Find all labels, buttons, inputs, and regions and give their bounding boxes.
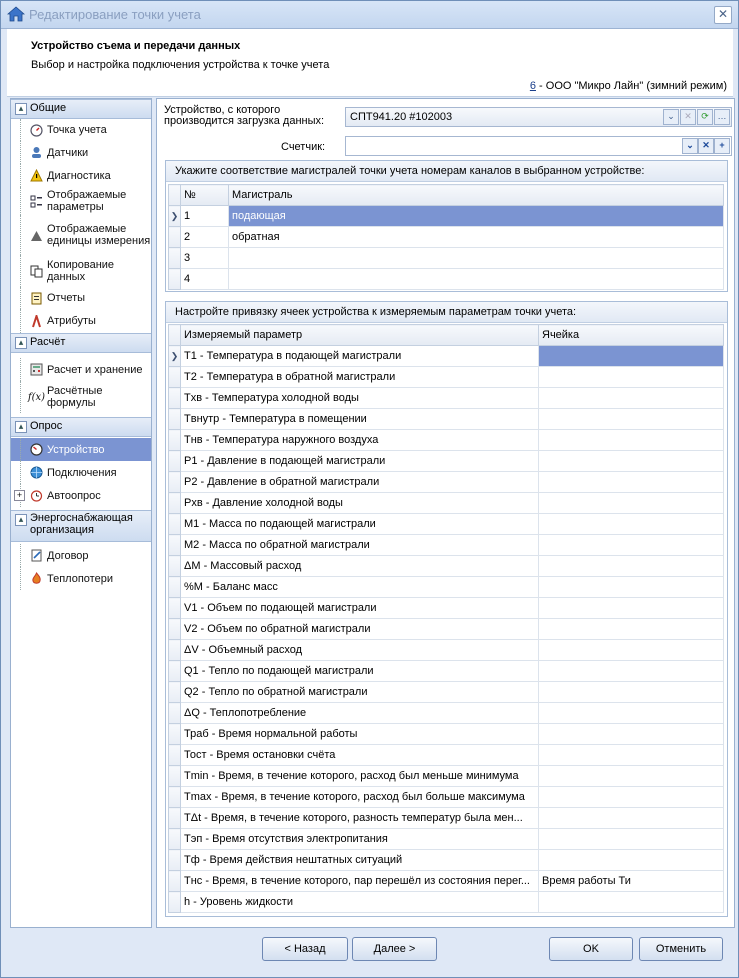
device-label: Устройство, с которого производится загрузка данных:: [164, 104, 325, 127]
param-name-cell: T1 - Температура в подающей магистрали: [181, 346, 539, 367]
table-row[interactable]: [169, 577, 724, 598]
table-row[interactable]: [169, 598, 724, 619]
nav-group-poll[interactable]: [11, 417, 151, 437]
param-cell-value[interactable]: [539, 724, 724, 745]
param-name-cell: Tхв - Температура холодной воды: [181, 388, 539, 409]
point-info: [530, 80, 727, 92]
nav-group-calc[interactable]: [11, 333, 151, 353]
row-selector[interactable]: [169, 703, 181, 724]
point-number-link[interactable]: 6: [529, 80, 536, 92]
nav-group-label: Энергоснабжающая организация: [30, 512, 133, 536]
button-bar: [7, 929, 733, 973]
mains-panel: [165, 160, 728, 292]
row-selector[interactable]: [169, 493, 181, 514]
sensor-user-icon: [30, 146, 43, 159]
nav-group-label: Опрос: [30, 420, 63, 432]
nav-item-attributes[interactable]: Атрибуты: [11, 309, 151, 333]
counter-select[interactable]: [345, 136, 732, 156]
param-name-cell: Тост - Время остановки счёта: [181, 745, 539, 766]
main-number-cell: 1: [181, 206, 229, 227]
row-selector[interactable]: [169, 472, 181, 493]
table-row[interactable]: [169, 766, 724, 787]
table-row[interactable]: [169, 227, 724, 248]
row-selector[interactable]: ❯: [169, 346, 181, 367]
mains-table: [168, 184, 724, 290]
collapse-icon[interactable]: ▴: [15, 421, 27, 433]
param-cell-value[interactable]: [539, 493, 724, 514]
params-panel: [165, 301, 728, 917]
param-name-cell: P2 - Давление в обратной магистрали: [181, 472, 539, 493]
table-row[interactable]: [169, 493, 724, 514]
collapse-icon[interactable]: ▴: [15, 514, 27, 526]
param-cell-value[interactable]: [539, 703, 724, 724]
table-row[interactable]: [169, 346, 724, 367]
nav-item-connections[interactable]: Подключения: [11, 461, 151, 484]
main-name-cell[interactable]: [229, 248, 724, 269]
copy-icon: [30, 265, 43, 278]
column-header-number[interactable]: №: [181, 185, 229, 206]
param-name-cell: M1 - Масса по подающей магистрали: [181, 514, 539, 535]
param-name-cell: ΔQ - Теплопотребление: [181, 703, 539, 724]
param-cell-value[interactable]: [539, 556, 724, 577]
table-row[interactable]: [169, 388, 724, 409]
main-number-cell: 3: [181, 248, 229, 269]
page-subtitle: Выбор и настройка подключения устройства к точке учета: [31, 59, 330, 71]
param-cell-value[interactable]: [539, 661, 724, 682]
counter-label: Счетчик:: [281, 141, 326, 153]
param-name-cell: ΔM - Массовый расход: [181, 556, 539, 577]
main-number-cell: 2: [181, 227, 229, 248]
nav-item-formulas[interactable]: f(x) Расчётные формулы: [11, 381, 151, 413]
row-selector[interactable]: [169, 829, 181, 850]
row-selector[interactable]: [169, 661, 181, 682]
param-cell-value[interactable]: [539, 451, 724, 472]
param-cell-value[interactable]: [539, 787, 724, 808]
table-row[interactable]: [169, 829, 724, 850]
wizard-header: [7, 29, 733, 97]
nav-item-diagnostics[interactable]: Диагностика: [11, 164, 151, 187]
row-selector[interactable]: ❯: [169, 206, 181, 227]
param-name-cell: Тф - Время действия нештатных ситуаций: [181, 850, 539, 871]
param-name-cell: Траб - Время нормальной работы: [181, 724, 539, 745]
device-panel: [156, 98, 735, 928]
param-name-cell: TΔt - Время, в течение которого, разность температур была мен...: [181, 808, 539, 829]
collapse-icon[interactable]: ▴: [15, 337, 27, 349]
expand-icon[interactable]: +: [14, 490, 25, 501]
column-header-main[interactable]: Магистраль: [229, 185, 724, 206]
collapse-icon[interactable]: ▴: [15, 103, 27, 115]
home-icon: [7, 6, 25, 22]
param-cell-value[interactable]: [539, 829, 724, 850]
column-header-param[interactable]: Измеряемый параметр: [181, 325, 539, 346]
params-table: [168, 324, 724, 913]
table-row[interactable]: [169, 451, 724, 472]
param-cell-value[interactable]: [539, 640, 724, 661]
row-selector[interactable]: [169, 640, 181, 661]
table-row[interactable]: [169, 367, 724, 388]
row-selector[interactable]: [169, 619, 181, 640]
param-cell-value[interactable]: [539, 430, 724, 451]
row-selector[interactable]: [169, 367, 181, 388]
gauge-icon: [30, 124, 43, 137]
param-name-cell: %M - Баланс масс: [181, 577, 539, 598]
param-name-cell: V1 - Объем по подающей магистрали: [181, 598, 539, 619]
row-header: [169, 185, 181, 206]
main-name-cell[interactable]: подающая: [229, 206, 724, 227]
row-header: [169, 325, 181, 346]
table-row[interactable]: [169, 269, 724, 290]
row-selector[interactable]: [169, 430, 181, 451]
row-selector[interactable]: [169, 871, 181, 892]
param-cell-value[interactable]: [539, 472, 724, 493]
cancel-button[interactable]: Отменить: [639, 937, 723, 961]
nav-item-calc-storage[interactable]: Расчет и хранение: [11, 358, 151, 381]
table-row[interactable]: [169, 682, 724, 703]
param-name-cell: Tнв - Температура наружного воздуха: [181, 430, 539, 451]
param-name-cell: M2 - Масса по обратной магистрали: [181, 535, 539, 556]
row-selector[interactable]: [169, 409, 181, 430]
param-cell-value[interactable]: [539, 388, 724, 409]
main-number-cell: 4: [181, 269, 229, 290]
table-row[interactable]: [169, 745, 724, 766]
param-name-cell: Tнс - Время, в течение которого, пар перешёл из состояния перег...: [181, 871, 539, 892]
param-cell-value[interactable]: [539, 346, 724, 367]
param-cell-value[interactable]: [539, 598, 724, 619]
row-selector[interactable]: [169, 248, 181, 269]
row-selector[interactable]: [169, 787, 181, 808]
ok-button[interactable]: OK: [549, 937, 633, 961]
param-cell-value[interactable]: [539, 367, 724, 388]
param-name-cell: Q1 - Тепло по подающей магистрали: [181, 661, 539, 682]
param-cell-value[interactable]: [539, 892, 724, 913]
mains-panel-title: Укажите соответствие магистралей точки учета номерам каналов в выбранном устройстве:: [166, 161, 727, 182]
dropdown-arrow-icon[interactable]: ⌄: [682, 138, 698, 154]
row-selector[interactable]: [169, 269, 181, 290]
nav-group-general[interactable]: [11, 99, 151, 119]
param-cell-value[interactable]: [539, 808, 724, 829]
nav-item-display-params[interactable]: Отображаемые параметры: [11, 187, 151, 215]
param-cell-value[interactable]: [539, 745, 724, 766]
dropdown-arrow-icon[interactable]: ⌄: [663, 109, 679, 125]
table-row[interactable]: [169, 871, 724, 892]
param-name-cell: P1 - Давление в подающей магистрали: [181, 451, 539, 472]
param-cell-value[interactable]: [539, 409, 724, 430]
table-row[interactable]: [169, 514, 724, 535]
next-button[interactable]: Далее >: [352, 937, 437, 961]
more-icon[interactable]: …: [714, 109, 730, 125]
contract-icon: [30, 549, 43, 562]
param-name-cell: Tmin - Время, в течение которого, расход был меньше минимума: [181, 766, 539, 787]
globe-icon: [30, 466, 43, 479]
row-selector[interactable]: [169, 850, 181, 871]
nav-item-autopoll[interactable]: + Автоопрос: [11, 484, 151, 507]
warning-icon: [30, 169, 43, 182]
close-button[interactable]: [714, 6, 732, 24]
window-title: Редактирование точки учета: [29, 7, 201, 22]
clear-icon[interactable]: ✕: [698, 138, 714, 154]
clear-icon[interactable]: ✕: [680, 109, 696, 125]
calculator-icon: [30, 363, 43, 376]
row-selector[interactable]: [169, 598, 181, 619]
param-name-cell: Pхв - Давление холодной воды: [181, 493, 539, 514]
column-header-cell[interactable]: Ячейка: [539, 325, 724, 346]
param-name-cell: h - Уровень жидкости: [181, 892, 539, 913]
close-icon: ✕: [717, 7, 729, 21]
nav-item-point[interactable]: Точка учета: [11, 119, 151, 141]
back-button[interactable]: < Назад: [262, 937, 348, 961]
device-select[interactable]: [345, 107, 732, 127]
main-name-cell[interactable]: обратная: [229, 227, 724, 248]
point-name: - ООО "Микро Лайн" (зимний режим): [535, 80, 727, 92]
row-selector[interactable]: [169, 745, 181, 766]
table-row[interactable]: [169, 409, 724, 430]
param-cell-value[interactable]: Время работы Ти: [539, 871, 724, 892]
param-cell-value[interactable]: [539, 619, 724, 640]
alarm-clock-icon: [30, 489, 43, 502]
attribute-icon: [30, 315, 43, 328]
row-selector[interactable]: [169, 514, 181, 535]
nav-group-energy[interactable]: [11, 510, 151, 542]
param-name-cell: T2 - Температура в обратной магистрали: [181, 367, 539, 388]
units-icon: [30, 229, 43, 242]
param-cell-value[interactable]: [539, 535, 724, 556]
row-selector[interactable]: [169, 577, 181, 598]
param-name-cell: Q2 - Тепло по обратной магистрали: [181, 682, 539, 703]
device-value: СПТ941.20 #102003: [350, 111, 453, 123]
report-icon: [30, 292, 43, 305]
flame-icon: [30, 572, 43, 585]
nav-item-reports[interactable]: Отчеты: [11, 287, 151, 309]
row-selector[interactable]: [169, 535, 181, 556]
table-row[interactable]: [169, 248, 724, 269]
refresh-icon[interactable]: ⟳: [697, 109, 713, 125]
row-selector[interactable]: [169, 556, 181, 577]
formula-icon: f(x): [27, 391, 46, 403]
nav-tree: [10, 98, 152, 928]
param-name-cell: V2 - Объем по обратной магистрали: [181, 619, 539, 640]
row-selector[interactable]: [169, 808, 181, 829]
table-row[interactable]: [169, 556, 724, 577]
table-row[interactable]: [169, 661, 724, 682]
table-row[interactable]: [169, 892, 724, 913]
table-row[interactable]: [169, 535, 724, 556]
param-name-cell: Tmax - Время, в течение которого, расход был больше максимума: [181, 787, 539, 808]
nav-item-sensors[interactable]: Датчики: [11, 141, 151, 164]
param-cell-value[interactable]: [539, 682, 724, 703]
table-row[interactable]: [169, 619, 724, 640]
nav-item-display-units[interactable]: Отображаемые единицы измерения: [11, 215, 151, 255]
nav-item-contract[interactable]: Договор: [11, 544, 151, 567]
table-row[interactable]: [169, 703, 724, 724]
param-cell-value[interactable]: [539, 850, 724, 871]
title-bar: [1, 1, 738, 29]
param-cell-value[interactable]: [539, 514, 724, 535]
table-row[interactable]: [169, 430, 724, 451]
row-selector[interactable]: [169, 227, 181, 248]
device-gauge-icon: [30, 443, 43, 456]
nav-item-device[interactable]: Устройство: [11, 438, 151, 461]
table-row[interactable]: [169, 640, 724, 661]
nav-group-label: Общие: [30, 102, 67, 114]
row-selector[interactable]: [169, 682, 181, 703]
table-row[interactable]: [169, 724, 724, 745]
row-selector[interactable]: [169, 766, 181, 787]
table-row[interactable]: [169, 206, 724, 227]
param-name-cell: ΔV - Объемный расход: [181, 640, 539, 661]
main-name-cell[interactable]: [229, 269, 724, 290]
table-row[interactable]: [169, 850, 724, 871]
params-list-icon: [30, 195, 43, 208]
table-row[interactable]: [169, 472, 724, 493]
params-panel-title: Настройте привязку ячеек устройства к измеряемым параметрам точки учета:: [166, 302, 727, 323]
param-name-cell: Тэп - Время отсутствия электропитания: [181, 829, 539, 850]
param-cell-value[interactable]: [539, 577, 724, 598]
add-icon[interactable]: +: [714, 138, 730, 154]
page-title: Устройство съема и передачи данных: [31, 40, 241, 52]
param-cell-value[interactable]: [539, 766, 724, 787]
table-row[interactable]: [169, 808, 724, 829]
row-selector[interactable]: [169, 724, 181, 745]
row-selector[interactable]: [169, 892, 181, 913]
nav-item-heat-loss[interactable]: Теплопотери: [11, 567, 151, 590]
row-selector[interactable]: [169, 451, 181, 472]
nav-item-copy-data[interactable]: Копирование данных: [11, 255, 151, 287]
nav-group-label: Расчёт: [30, 336, 66, 348]
param-name-cell: Tвнутр - Температура в помещении: [181, 409, 539, 430]
row-selector[interactable]: [169, 388, 181, 409]
table-row[interactable]: [169, 787, 724, 808]
